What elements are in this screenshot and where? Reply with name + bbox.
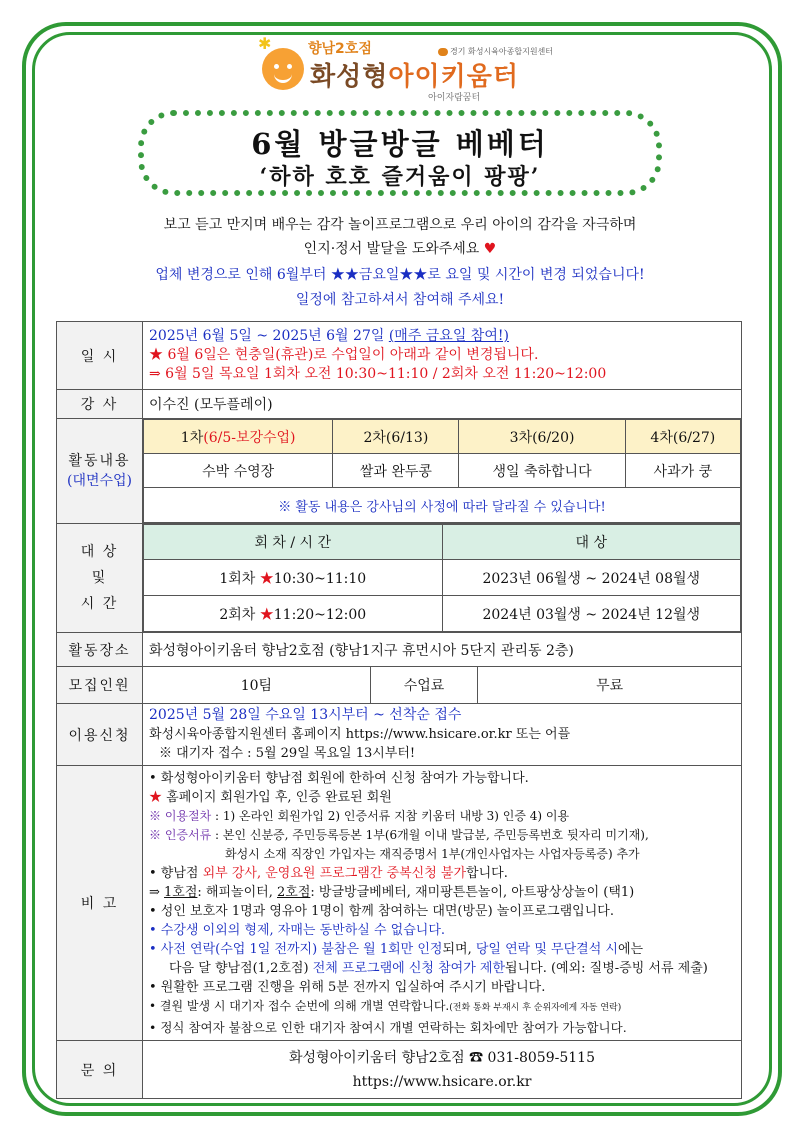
contact-url[interactable]: https://www.hsicare.or.kr: [352, 1073, 532, 1090]
activity-note: ※ 활동 내용은 강사님의 사정에 따라 달라질 수 있습니다!: [144, 488, 741, 523]
activity-sub-label: (대면수업): [66, 473, 133, 489]
org-logo: 경기 화성시육아종합지원센터: [438, 46, 553, 57]
target-table: [143, 524, 741, 632]
fee-value: 무료: [596, 678, 624, 694]
change-notice-2: 일정에 참고하셔서 참여해 주세요!: [295, 292, 505, 308]
remark-10: • 사전 연락(수업 1일 전까지) 불참은 월 1회만 인정되며, 당일 연락 및 무단결석 시에는: [149, 942, 644, 957]
smiley-logo-icon: [258, 34, 304, 90]
page-subtitle: ‘하하 호호 즐거움이 팡팡’: [259, 164, 541, 190]
session-round-2: 2차(6/13): [333, 420, 459, 454]
target-label-3: 시 간: [80, 596, 119, 612]
col-time-header: 회 차 / 시 간: [144, 525, 443, 560]
session-round-1: 1차(6/5-보강수업): [144, 420, 333, 454]
intro-line-1: 보고 듣고 만지며 배우는 감각 놀이프로그램으로 우리 아이의 감각을 자극하며: [163, 217, 637, 233]
remark-11: 다음 달 향남점(1,2호점) 전체 프로그램에 신청 참여가 제한됩니다. (예외: 질병-증빙 서류 제출): [169, 961, 708, 976]
apply-line-3: ※ 대기자 접수 : 5월 29일 목요일 13시부터!: [159, 746, 416, 761]
remark-14: • 정식 참여자 불참으로 인한 대기자 참여시 개별 연락하는 회차에만 참여가 가능합니다.: [149, 1020, 627, 1035]
col-target-header: 대 상: [442, 525, 741, 560]
activity-table: [143, 419, 741, 523]
change-notice: 업체 변경으로 인해 6월부터 ★★금요일★★로 요일 및 시간이 변경 되었습니다!: [155, 267, 645, 283]
schedule-notice: ★ 6월 6일은 현충일(휴관)로 수업일이 아래과 같이 변경됩니다.: [149, 347, 539, 363]
intro-line-2: 인지·정서 발달을 도와주세요 ♥: [303, 241, 497, 257]
target-label-2: 및: [91, 570, 108, 586]
remarks-label: 비 고: [57, 766, 143, 1041]
page-title: 6월 방글방글 베베터: [251, 127, 549, 161]
recruit-value: 10팀: [143, 667, 370, 703]
remark-6: • 향남점 외부 강사, 운영요원 프로그램간 중복신청 불가합니다.: [149, 866, 508, 881]
row-1-target: 2023년 06월생 ~ 2024년 08월생: [442, 560, 741, 596]
logo-name: 화성형아이키움터: [310, 62, 519, 92]
heart-icon: ♥: [483, 241, 497, 257]
remark-9: • 수강생 이외의 형제, 자매는 동반하실 수 없습니다.: [149, 923, 446, 938]
row-1-time: 1회차 ★10:30~11:10: [144, 560, 443, 596]
place-label: 활동장소: [57, 633, 143, 667]
remark-5: 화성시 소재 직장인 가입자는 재직증명서 1부(개인사업자는 사업자등록증) 추가: [225, 847, 640, 861]
remark-8: • 성인 보호자 1명과 영유아 1명이 함께 참여하는 대면(방문) 놀이프로그램입니다.: [149, 904, 614, 919]
apply-line-2: 화성시육아종합지원센터 홈페이지 https://www.hsicare.or.kr 또는 어플: [149, 727, 571, 742]
row-2-target: 2024년 03월생 ~ 2024년 12월생: [442, 596, 741, 632]
schedule-label: 일 시: [57, 322, 143, 390]
session-title-3: 생일 축하합니다: [459, 454, 625, 488]
title-box: [138, 110, 662, 196]
remark-7: ⇒ 1호점: 해피놀이터, 2호점: 방글방글베베터, 재미팡튼튼놀이, 아트팡상상놀이 (택1): [149, 885, 635, 900]
apply-line-1: 2025년 5월 28일 수요일 13시부터 ~ 선착순 접수: [149, 707, 462, 723]
schedule-period: 2025년 6월 5일 ~ 2025년 6월 27일 (매주 금요일 참여!): [149, 328, 509, 344]
contact-label: 문 의: [57, 1041, 143, 1099]
remark-4: ※ 인증서류 : 본인 신분증, 주민등록등본 1부(6개월 이내 발급분, 주민등록번호 뒷자리 미기재),: [149, 828, 649, 842]
info-table: [56, 321, 742, 1099]
org-mark-icon: [438, 48, 448, 56]
session-title-2: 쌀과 완두콩: [333, 454, 459, 488]
recruit-label: 모집인원: [57, 667, 143, 704]
fee-label: 수업료: [370, 667, 478, 703]
session-round-3: 3차(6/20): [459, 420, 625, 454]
logo-branch: 향남2호점: [308, 41, 372, 57]
apply-label: 이용신청: [57, 704, 143, 766]
activity-label: 활동내용: [68, 453, 131, 469]
star-icon: ✱: [258, 34, 272, 53]
recruit-table: [143, 667, 741, 703]
place-value: 화성형아이키움터 향남2호점 (향남1지구 휴먼시아 5단지 관리동 2층): [143, 633, 742, 667]
remark-2: ★ 홈페이지 회원가입 후, 인증 완료된 회원: [149, 790, 392, 805]
session-round-4: 4차(6/27): [625, 420, 740, 454]
remark-3: ※ 이용절차 : 1) 온라인 회원가입 2) 인증서류 지참 키움터 내방 3) 인증 4) 이용: [149, 809, 570, 823]
instructor-label: 강 사: [57, 390, 143, 419]
target-label-1: 대 상: [80, 544, 119, 560]
row-2-time: 2회차 ★11:20~12:00: [144, 596, 443, 632]
logo-tagline: 아이자람꿈터: [428, 93, 481, 103]
session-title-1: 수박 수영장: [144, 454, 333, 488]
contact-phone: 화성형아이키움터 향남2호점 ☎ 031-8059-5115: [289, 1049, 595, 1066]
instructor-value: 이수진 (모두플레이): [143, 390, 742, 419]
schedule-change: ⇒ 6월 5일 목요일 1회차 오전 10:30~11:10 / 2회차 오전 11:20~12:00: [149, 366, 607, 382]
remark-13: • 결원 발생 시 대기자 접수 순번에 의해 개별 연락합니다.(전화 통화 부재시 후 순위자에게 자동 연락): [149, 999, 622, 1013]
remark-12: • 원활한 프로그램 진행을 위해 5분 전까지 입실하여 주시기 바랍니다.: [149, 980, 546, 995]
remark-1: • 화성형아이키움터 향남점 회원에 한하여 신청 참여가 가능합니다.: [149, 771, 529, 786]
session-title-4: 사과가 쿵: [625, 454, 740, 488]
